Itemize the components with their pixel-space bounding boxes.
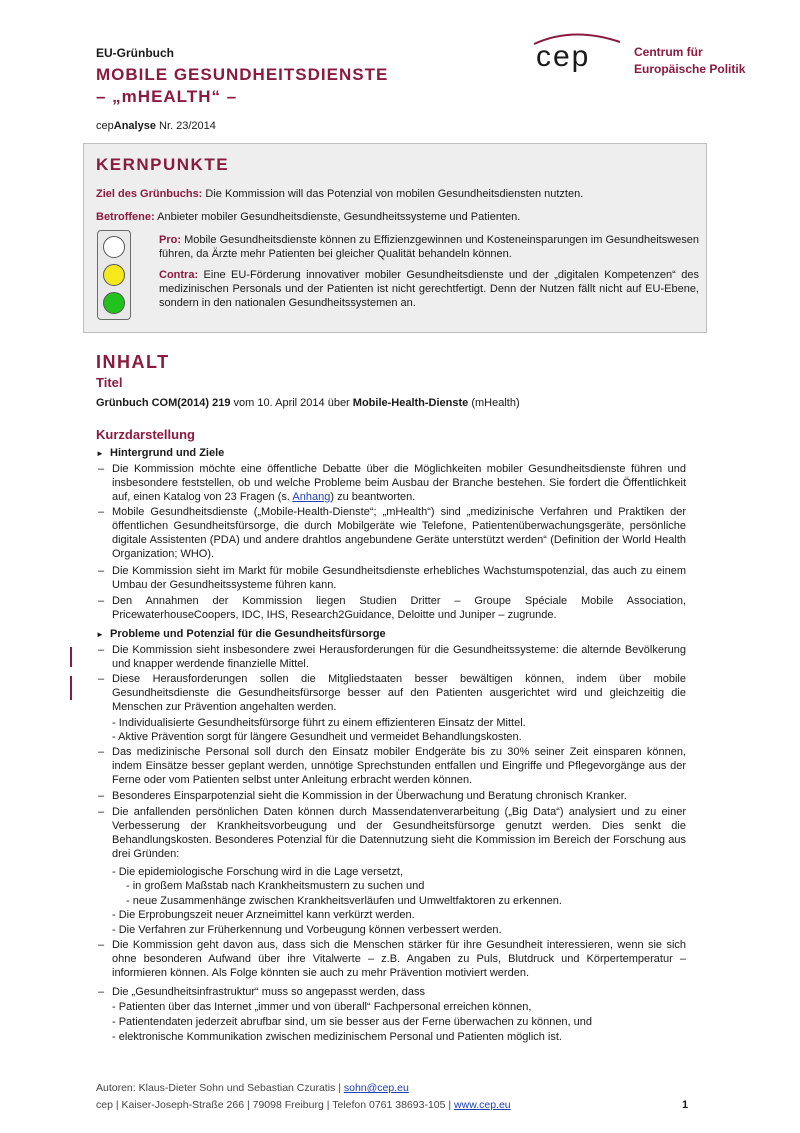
betroffene-line: Betroffene: Anbieter mobiler Gesundheitsdienste, Gesundheitssysteme und Patienten. [96,211,521,223]
change-bar [70,676,72,700]
list-item: – Diese Herausforderungen sollen die Mitgliedstaaten besser bewältigen können, indem über mobile Gesundheitsdienste die Gesundheitsfürsorge besser auf den Patienten ausgerichtet wird und gleichzeitig die Menschen zur Prävention angehalten werden. [98,673,686,713]
contra-paragraph: Contra: Eine EU-Förderung innovativer mobiler Gesundheitsdienste und der „digitalen Kompetenzen“ des medizinischen Personals und der Patienten ist nicht gerechtfertigt. Denn der Nutzen fällt nicht auf EU-Ebene, sondern in den nationalen Gesundheitssystemen an. [159,269,699,309]
page-number: 1 [682,1099,689,1111]
titel-line: Grünbuch COM(2014) 219 vom 10. April 2014 über Mobile-Health-Dienste (mHealth) [96,397,520,409]
anhang-link[interactable]: Anhang [292,491,331,503]
traffic-light-icon [97,230,131,320]
sub-item: - Individualisierte Gesundheitsfürsorge führt zu einem effizienteren Einsatz der Mittel. [112,717,526,729]
section-probleme: ► Probleme und Potenzial für die Gesundheitsfürsorge [96,628,386,640]
logo-mark: cep [536,40,591,73]
change-bar [70,647,72,667]
footer-authors: Autoren: Klaus-Dieter Sohn und Sebastian Czuratis | sohn@cep.eu [96,1082,409,1094]
website-link[interactable]: www.cep.eu [454,1099,511,1111]
sub-item: - Patientendaten jederzeit abrufbar sind, um sie besser aus der Ferne überwachen zu können, und [112,1016,593,1028]
document-title [96,64,388,108]
sub-sub-item: - neue Zusammenhänge zwischen Krankheitsverläufen und Umweltfaktoren zu erkennen. [126,895,562,907]
series-number: cepAnalyse Nr. 23/2014 [96,120,216,132]
triangle-bullet-icon: ► [96,630,104,639]
title-line-1: MOBILE GESUNDHEITSDIENSTE [96,65,389,84]
list-item: – Besonderes Einsparpotenzial sieht die Kommission in der Überwachung und Beratung chronisch Kranker. [98,790,627,802]
section-hintergrund: ► Hintergrund und Ziele [96,447,225,459]
triangle-bullet-icon: ► [96,449,104,458]
ziel-line: Ziel des Grünbuchs: Die Kommission will das Potenzial von mobilen Gesundheitsdiensten nutzten. [96,188,584,200]
list-item: – Die „Gesundheitsinfrastruktur“ muss so angepasst werden, dass [98,986,426,998]
list-item: – Die Kommission sieht im Markt für mobile Gesundheitsdienste erhebliches Wachstumspotenzial, das auch zu einem Umbau der Gesundheitssysteme führen kann. [98,565,686,591]
titel-heading: Titel [96,375,123,390]
list-item: – Die anfallenden persönlichen Daten können durch Massendatenverarbeitung („Big Data“) analysiert und zu einer Verbesserung der Krankheitsvorbeugung und der Gesundheitsfürsorge genutzt werden. Dies senkt die Behandlungskosten. Besonderes Potenzial für die Datennutzung sieht die Kommission im Bereich der Forschung aus drei Gründen: [98,806,686,860]
pro-paragraph: Pro: Mobile Gesundheitsdienste können zu Effizienzgewinnen und Kosteneinsparungen im Gesundheitswesen führen, da Ärzte mehr Patienten bei gleicher Qualität behandeln können. [159,234,699,260]
sub-sub-item: - in großem Maßstab nach Krankheitsmustern zu suchen und [126,880,425,892]
list-item: – Die Kommission möchte eine öffentliche Debatte über die Möglichkeiten mobiler Gesundheitsdienste führen und insbesondere feststellen, ob und welche Probleme beim Ausbau der Branche bestehen. Sie fordert die Öffentlichkeit auf, einen Katalog von 23 Fragen (s. Anhang) zu beantworten. [98,463,686,503]
list-item: – Den Annahmen der Kommission liegen Studien Dritter – Groupe Spéciale Mobile Association, PricewaterhouseCoopers, IDC, IHS, Research2Guidance, Deloitte und Juniper – zugrunde. [98,595,686,621]
list-item: – Die Kommission geht davon aus, dass sich die Menschen stärker für ihre Gesundheit interessieren, wenn sie sich ohne besonderen Aufwand über ihre Vitalwerte – z.B. Angaben zu Puls, Blutdruck und Körpertemperatur – informieren können. Als Folge könnten sie auch zu mehr Prävention motiviert werden. [98,939,686,979]
traffic-light-top [103,236,125,258]
inhalt-heading: INHALT [96,352,170,372]
sub-item: - elektronische Kommunikation zwischen medizinischem Personal und Patienten möglich ist. [112,1031,562,1043]
list-item: – Mobile Gesundheitsdienste („Mobile-Health-Dienste“; „mHealth“) sind „medizinische Verfahren und Praktiken der öffentlichen Gesundheitsfürsorge, die durch Mobilgeräte wie Telefone, Patientenüberwachungsgeräte, persönliche digitale Assistenten (PDA) und andere drahtlos angebundene Geräte unterstützt werden“ (Definition der World Health Organization; WHO). [98,506,686,560]
sub-item: - Patienten über das Internet „immer und von überall“ Fachpersonal erreichen können, [112,1001,532,1013]
kernpunkte-heading: KERNPUNKTE [96,155,230,174]
traffic-light-bottom [103,292,125,314]
sub-item: - Aktive Prävention sorgt für längere Gesundheit und vermeidet Behandlungskosten. [112,731,522,743]
list-item: – Die Kommission sieht insbesondere zwei Herausforderungen für die Gesundheitssysteme: die alternde Bevölkerung und knapper werdende finanzielle Mittel. [98,644,686,670]
sub-item: - Die Erprobungszeit neuer Arzneimittel kann verkürzt werden. [112,909,415,921]
sub-item: - Die epidemiologische Forschung wird in die Lage versetzt, [112,866,404,878]
author-email-link[interactable]: sohn@cep.eu [343,1082,409,1094]
sub-item: - Die Verfahren zur Früherkennung und Vorbeugung können verbessert werden. [112,924,502,936]
list-item: – Das medizinische Personal soll durch den Einsatz mobiler Endgeräte bis zu 30% seiner Zeit einsparen können, indem Einsätze besser geplant werden, unnötige Sprechstunden entfallen und Eingriffe und Pflegevorgänge aus der Ferne oder vom Patienten selbst unter Anleitung erbracht werden können. [98,746,686,786]
kurzdarstellung-heading: Kurzdarstellung [96,427,195,442]
document-kicker: EU-Grünbuch [96,46,174,60]
cep-logo [528,30,768,90]
footer-address: cep | Kaiser-Joseph-Straße 266 | 79098 Freiburg | Telefon 0761 38693-105 | www.cep.eu [96,1099,511,1111]
traffic-light-middle [103,264,125,286]
title-line-2: – „mHEALTH“ – [96,87,238,106]
logo-text: Centrum für Europäische Politik [634,45,746,76]
